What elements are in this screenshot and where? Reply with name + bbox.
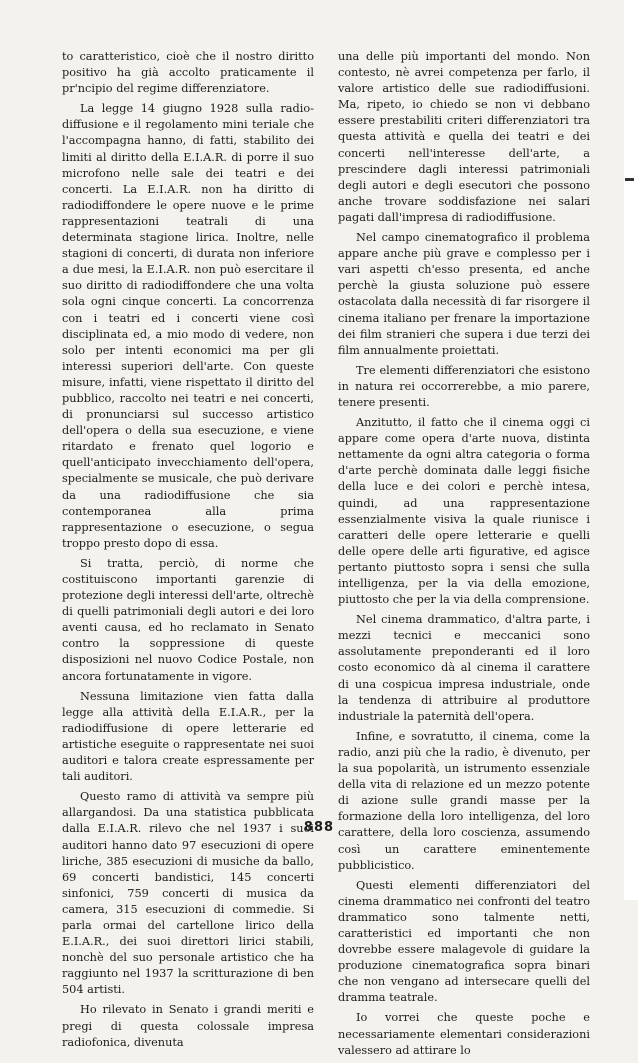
paragraph: Tre elementi differenziatori che esistono in natura rei occorrerebbe, a mio parere, tenere presenti. bbox=[338, 363, 590, 409]
paragraph: Si tratta, perciò, di norme che costituiscono importanti garenzie di protezione degli interessi dell'arte, oltrechè di quelli patrimoniali degli autori e dei loro aventi causa, ed ho reclamato in Senato contro la soppressione di queste disposizioni nel nuovo Codice Postale, non ancora fortunatamente in vigore. bbox=[62, 556, 314, 683]
paragraph: La legge 14 giugno 1928 sulla radio-diffusione e il regolamento mini teriale che l'accompagna hanno, di fatti, stabilito dei limiti al diritto della E.I.A.R. di porre il suo microfono nelle sale dei teatri e dei concerti. La E.I.A.R. non ha diritto di radiodiffondere le opere nuove e le prime rappresentazioni teatrali di una determinata stagione lirica. Inoltre, nelle stagioni di concerti, di durata non inferiore a due mesi, la E.I.A.R. non può esercitare il suo diritto di radiodiffondere che una volta sola ogni cinque concerti. La concorrenza con i teatri ed i concerti viene così disciplinata ed, a mio modo di vedere, non solo per intenti economici ma per gli interessi superiori dell'arte. Con queste misure, infatti, viene rispettato il diritto del pubblico, raccolto nei teatri e nei concerti, di pronunciarsi sul successo artistico dell'opera o della sua esecuzione, e viene ritardato e frenato quel logorio e quell'anticipato invecchiamento dell'opera, specialmente se musicale, che può derivare da una radiodiffusione che sia contemporanea alla prima rappresentazione o esecuzione, o segua troppo presto dopo di essa. bbox=[62, 102, 314, 550]
paragraph: Io vorrei che queste poche e necessariamente elementari considerazioni valessero ad attirare lo bbox=[338, 1011, 590, 1057]
left-column bbox=[62, 49, 314, 1055]
edge-mark bbox=[625, 178, 634, 181]
paragraph: Ho rilevato in Senato i grandi meriti e pregi di questa colossale impresa radiofonica, divenuta bbox=[62, 1003, 314, 1049]
right-column bbox=[338, 49, 590, 1063]
paragraph: Anzitutto, il fatto che il cinema oggi ci appare come opera d'arte nuova, distinta nettamente da ogni altra categoria o forma d'arte perchè dominata dalle leggi fisiche della luce e dei colori e perchè intesa, quindi, ad una rappresentazione essenzialmente visiva la quale riunisce i caratteri delle opere letterarie e quelli delle opere delle arti figurative, ed agisce pertanto piuttosto sopra i sensi che sulla intelligenza, per la via della emozione, piuttosto che per la via della comprensione. bbox=[338, 416, 590, 607]
paragraph: Nessuna limitazione vien fatta dalla legge alla attività della E.I.A.R., per la radiodiffusione di opere letterarie ed artistiche eseguite o rappresentate nei suoi auditori e talora create espressamente per tali auditori. bbox=[62, 689, 314, 784]
paragraph: una delle più importanti del mondo. Non contesto, nè avrei competenza per farlo, il valore artistico delle sue radiodiffusioni. Ma, ripeto, io chiedo se non vi debbano essere prestabiliti criteri differenziatori tra questa attività e quella dei teatri e dei concerti nell'interesse dell'arte, a prescindere dagli interessi patrimoniali degli autori e degli esecutori che possono anche trovare soddisfazione nei salari pagati dall'impresa di radiodiffusione. bbox=[338, 50, 590, 224]
page-number: 888 bbox=[303, 820, 335, 835]
paragraph: Questo ramo di attività va sempre più allargandosi. Da una statistica pubblicata dalla E.I.A.R. rilevo che nel 1937 i suoi auditori hanno dato 97 esecuzioni di opere liriche, 385 esecuzioni di musiche da ballo, 69 concerti bandistici, 145 concerti sinfonici, 759 concerti di musica da camera, 315 esecuzioni di commedie. Si parla ormai del cartellone lirico della E.I.A.R., dei suoi direttori lirici stabili, nonchè del suo personale artistico che ha raggiunto nel 1937 la scritturazione di ben 504 artisti. bbox=[62, 790, 314, 997]
paragraph: Nel campo cinematografico il problema appare anche più grave e complesso per i vari aspetti ch'esso presenta, ed anche perchè la giusta soluzione può essere ostacolata dalla necessità di far risorgere il cinema italiano per frenare la importazione dei film stranieri che supera i due terzi dei film annualmente proiettati. bbox=[338, 231, 590, 357]
page-edge bbox=[624, 0, 638, 900]
paragraph: to caratteristico, cioè che il nostro diritto positivo ha già accolto praticamente il pr'ncipio del regime differenziatore. bbox=[62, 50, 314, 96]
paragraph: Nel cinema drammatico, d'altra parte, i mezzi tecnici e meccanici sono assolutamente preponderanti ed il loro costo economico dà al cinema il carattere di una cospicua impresa industriale, onde la tendenza di attribuire al produttore industriale la paternità dell'opera. bbox=[338, 613, 590, 723]
paragraph: Infine, e sovratutto, il cinema, come la radio, anzi più che la radio, è divenuto, per la sua popolarità, un istrumento essenziale della vita di relazione ed un mezzo potente di azione sulle grandi masse per la formazione della loro intelligenza, del loro carattere, della loro coscienza, assumendo così un carattere eminentemente pubblicistico. bbox=[338, 729, 590, 872]
paragraph: Questi elementi differenziatori del cinema drammatico nei confronti del teatro drammatico sono talmente netti, caratteristici ed importanti che non dovrebbe essere malagevole di guidare la produzione cinematografica sopra binari che non vengano ad intersecare quelli del dramma teatrale. bbox=[338, 878, 590, 1005]
